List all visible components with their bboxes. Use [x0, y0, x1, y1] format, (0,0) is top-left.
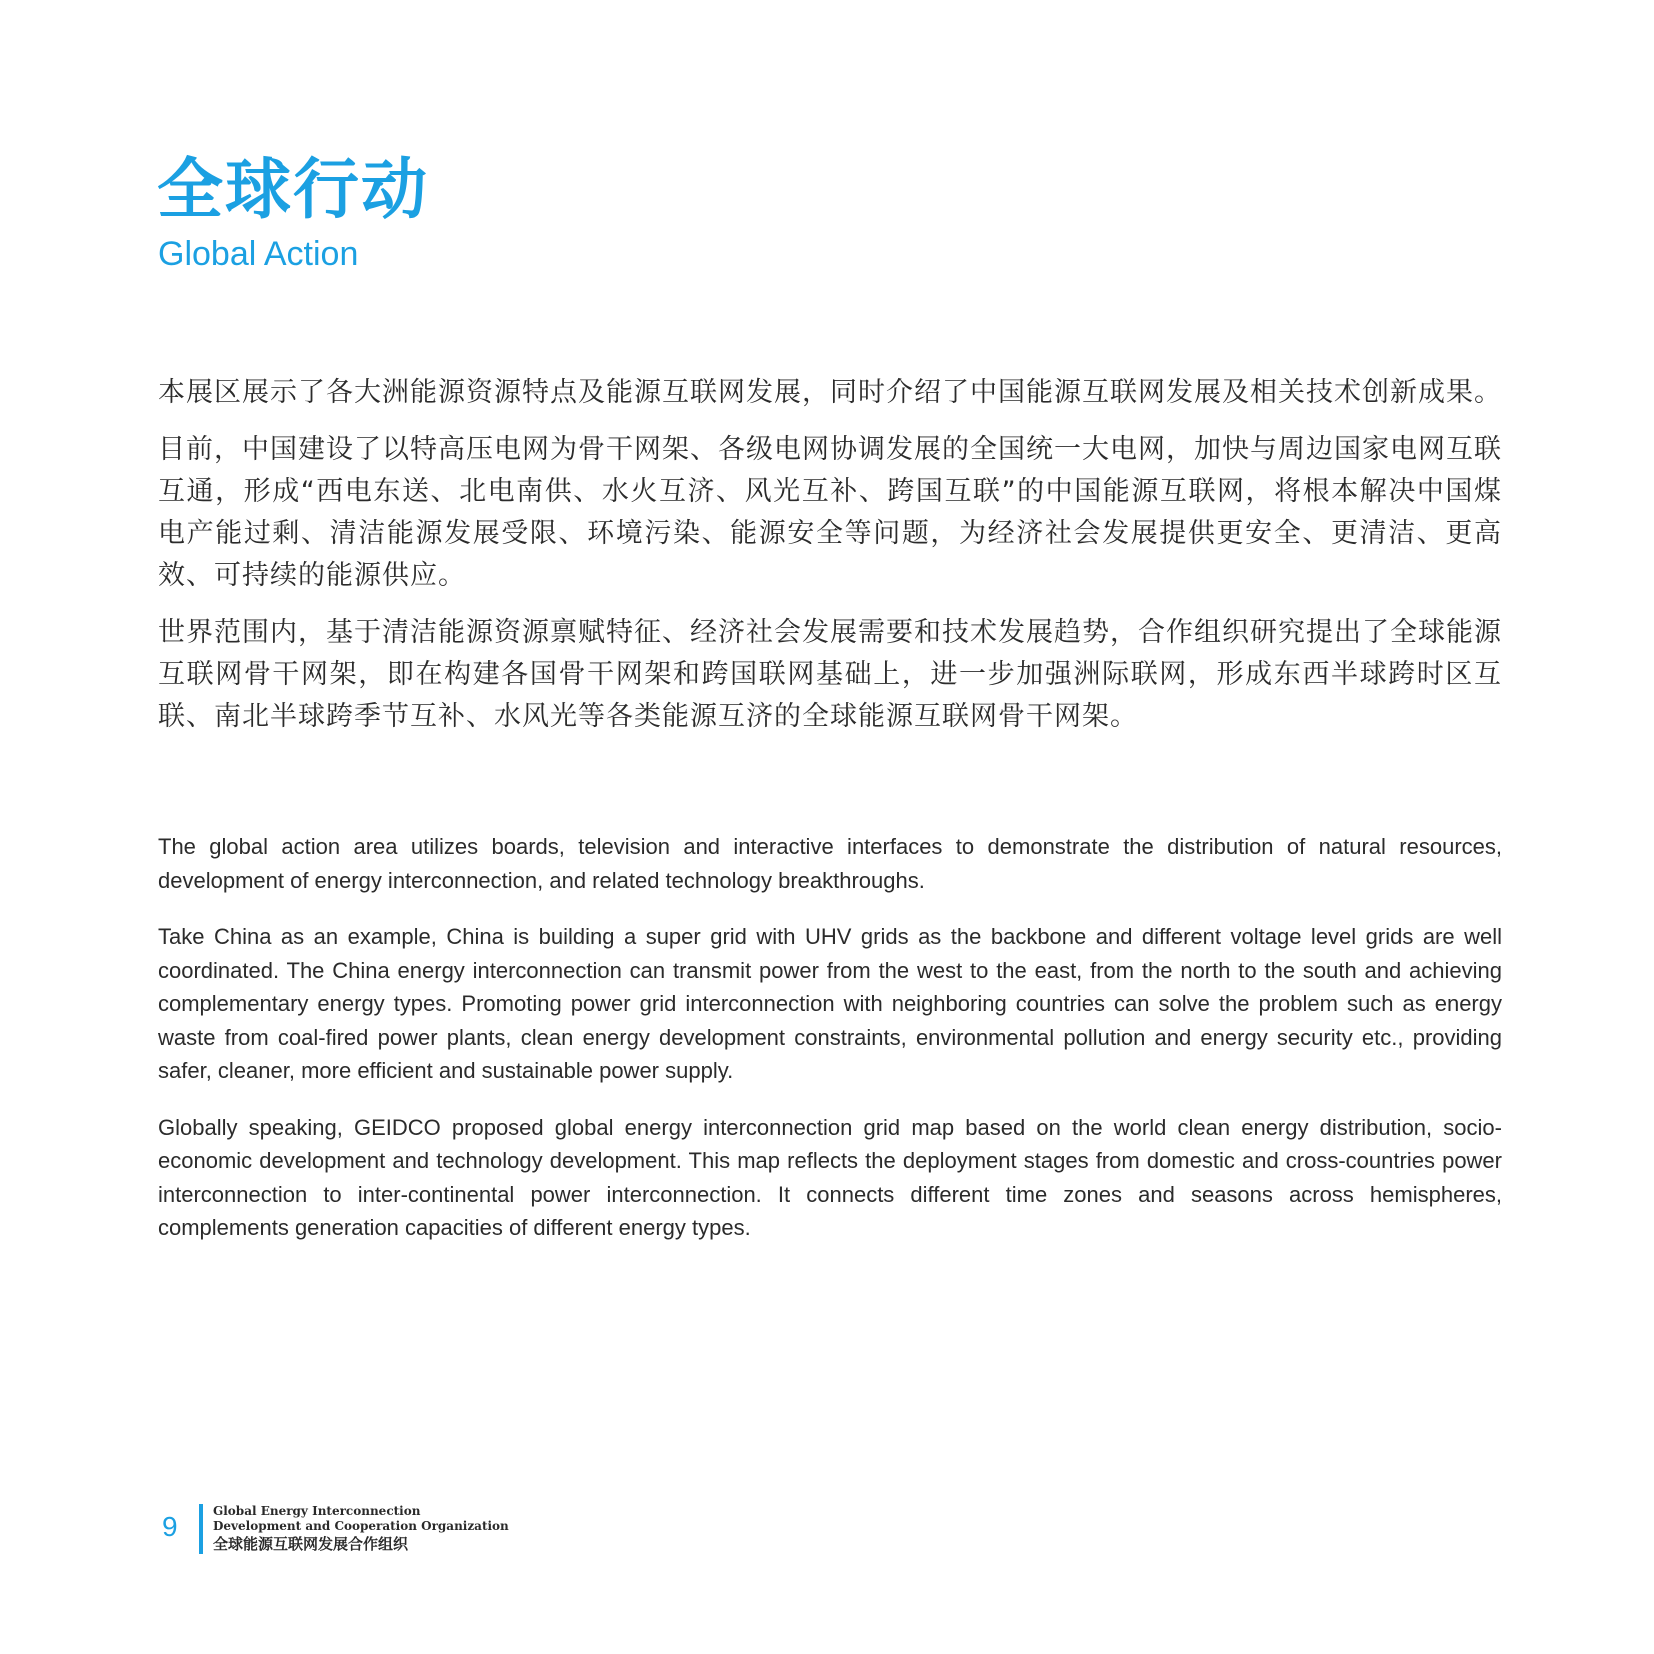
paragraph-zh-3: 世界范围内，基于清洁能源资源禀赋特征、经济社会发展需要和技术发展趋势，合作组织研究提出了全球能源互联网骨干网架，即在构建各国骨干网架和跨国联网基础上，进一步加强洲际联网，形成东西半球跨时区互联、南北半球跨季节互补、水风光等各类能源互济的全球能源互联网骨干网架。	[158, 617, 1502, 732]
paragraph-en-1: The global action area utilizes boards, television and interactive interfaces to demonstrate the distribution of natural resources, development of energy interconnection, and related technology breakthroughs.	[158, 834, 1502, 893]
page-title-zh: 全球行动	[157, 151, 429, 228]
org-name-zh: 全球能源互联网发展合作组织	[213, 1535, 409, 1553]
body-text-zh	[158, 372, 1502, 753]
org-name-en-line2: Development and Cooperation Organization	[213, 1519, 509, 1533]
body-text-en	[158, 830, 1502, 1268]
paragraph-zh-1: 本展区展示了各大洲能源资源特点及能源互联网发展，同时介绍了中国能源互联网发展及相关技术创新成果。	[158, 377, 1502, 408]
paragraph-en-2: Take China as an example, China is building a super grid with UHV grids as the backbone and different voltage level grids are well coordinated. The China energy interconnection can transmit power from the west to the east, from the north to the south and achieving complementary energy types. Promoting power grid interconnection with neighboring countries can solve the problem such as energy waste from coal-fired power plants, clean energy development constraints, environmental pollution and energy security etc., providing safer, cleaner, more efficient and sustainable power supply.	[158, 924, 1502, 1083]
footer-divider	[199, 1504, 203, 1554]
paragraph-en-3: Globally speaking, GEIDCO proposed global energy interconnection grid map based on the world clean energy distribution, socio-economic development and technology development. This map reflects the deployment stages from domestic and cross-countries power interconnection to inter-continental power interconnection. It connects different time zones and seasons across hemispheres, complements generation capacities of different energy types.	[158, 1114, 1502, 1240]
page-number: 9	[162, 1511, 178, 1542]
organization-name	[213, 1504, 509, 1554]
paragraph-zh-2: 目前，中国建设了以特高压电网为骨干网架、各级电网协调发展的全国统一大电网，加快与周边国家电网互联互通，形成“西电东送、北电南供、水火互济、风光互补、跨国互联”的中国能源互联网，将根本解决中国煤电产能过剩、清洁能源发展受限、环境污染、能源安全等问题，为经济社会发展提供更安全、更清洁、更高效、可持续的能源供应。	[158, 434, 1502, 591]
page-title-en: Global Action	[158, 235, 359, 273]
org-name-en-line1: Global Energy Interconnection	[213, 1504, 421, 1518]
